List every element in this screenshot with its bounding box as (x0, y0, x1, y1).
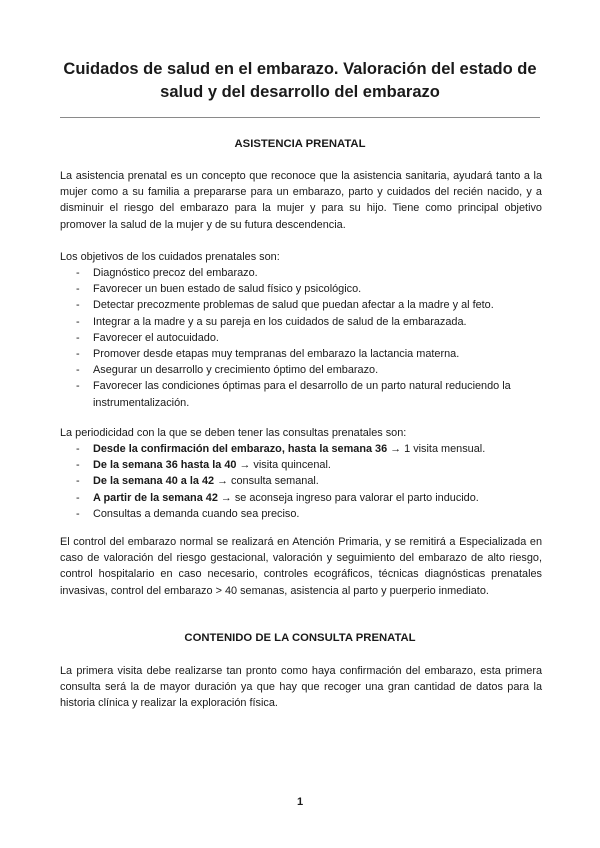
list-item: - Desde la confirmación del embarazo, hasta la semana 36 → 1 visita mensual. (76, 443, 486, 455)
objectives-list (60, 265, 542, 411)
section-heading-contenido-consulta: CONTENIDO DE LA CONSULTA PRENATAL (184, 632, 416, 644)
intro-paragraph: La asistencia prenatal es un concepto que reconoce que la asistencia sanitaria, ayudará tanto a la mujer como a su familia a prepararse para un embarazo, parto y cuidados del recién nacido, y a disminuir el riesgo del embarazo para la mujer y para su hijo. Tiene como principal objetivo promover la salud de la mujer y de su futura descendencia. (60, 170, 542, 231)
list-item: - De la semana 36 hasta la 40 → visita quincenal. (76, 459, 331, 472)
list-item: - A partir de la semana 42 → se aconseja ingreso para valorar el parto inducido. (76, 491, 479, 504)
list-item: - Detectar precozmente problemas de salud que puedan afectar a la madre y al feto. (76, 299, 494, 312)
list-item: - Asegurar un desarrollo y crecimiento óptimo del embarazo. (76, 364, 379, 377)
title-divider (60, 117, 540, 118)
list-item: - Consultas a demanda cuando sea preciso. (76, 507, 300, 520)
list-item: - Favorecer un buen estado de salud físico y psicológico. (76, 283, 362, 296)
objectives-intro: Los objetivos de los cuidados prenatales son: (60, 251, 280, 263)
list-item: - Promover desde etapas muy tempranas del embarazo la lactancia materna. (76, 348, 460, 361)
section-heading-asistencia-prenatal: ASISTENCIA PRENATAL (234, 138, 366, 150)
document-title: Cuidados de salud en el embarazo. Valoración del estado de salud y del desarrollo del embarazo (63, 60, 537, 101)
list-item: - Favorecer las condiciones óptimas para el desarrollo de un parto natural reduciendo la instrumentalización. (76, 380, 511, 409)
periodicity-list (60, 441, 542, 522)
control-paragraph: El control del embarazo normal se realizará en Atención Primaria, y se remitirá a Especializada en caso de valoración del riesgo gestacional, valoración y seguimiento del embarazo de alto riesgo, control hospitalario en caso necesario, controles ecográficos, técnicas diagnósticas prenatales invasivas, control del embarazo > 40 semanas, asistencia al parto y puerperio inmediato. (60, 536, 542, 597)
list-item: - Diagnóstico precoz del embarazo. (76, 267, 258, 279)
list-item: - De la semana 40 a la 42 → consulta semanal. (76, 475, 319, 488)
page-number: 1 (296, 796, 304, 808)
list-item: - Favorecer el autocuidado. (76, 331, 219, 344)
first-visit-paragraph: La primera visita debe realizarse tan pronto como haya confirmación del embarazo, esta primera consulta será la de mayor duración ya que hay que recoger una gran cantidad de datos para la historia clínica y realizar la exploración física. (60, 665, 542, 710)
list-item: - Integrar a la madre y a su pareja en los cuidados de salud de la embarazada. (76, 315, 467, 328)
periodicity-intro: La periodicidad con la que se deben tener las consultas prenatales son: (60, 427, 407, 439)
